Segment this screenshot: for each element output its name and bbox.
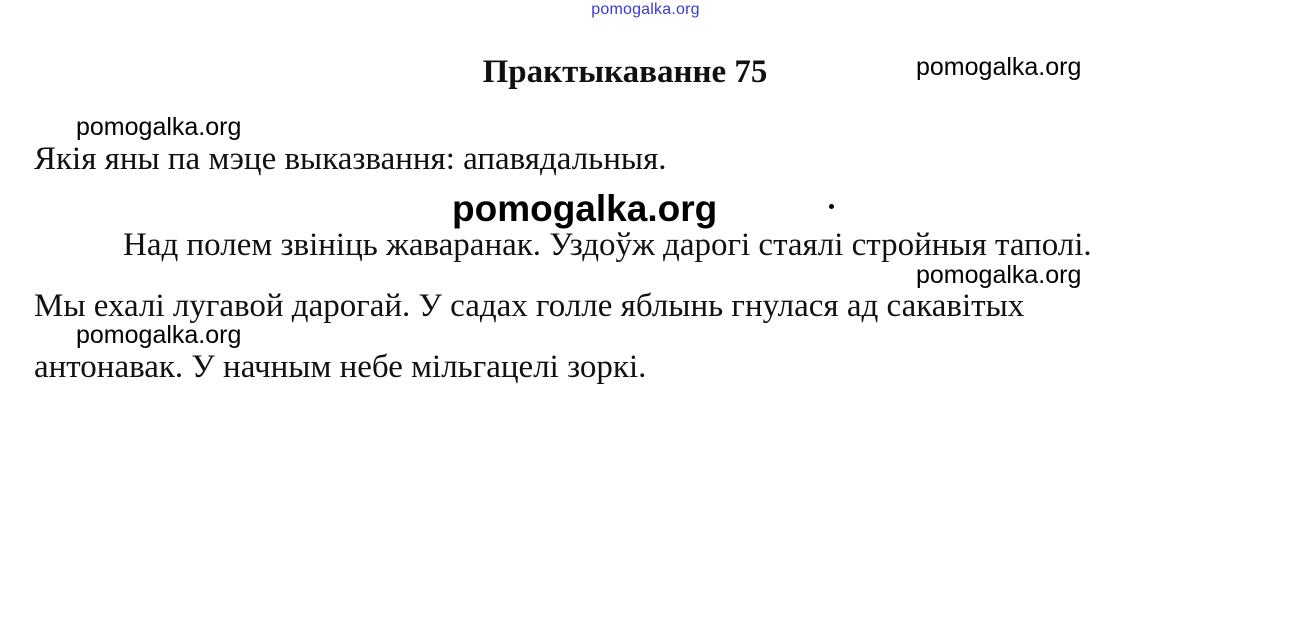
watermark-right-mid: pomogalka.org [916, 261, 1082, 289]
stray-dot [829, 204, 834, 209]
watermark-left-1: pomogalka.org [76, 113, 242, 141]
paragraph-line-1: Над полем звініць жаваранак. Уздоўж дарогі стаялі стройныя таполі. [123, 227, 1092, 263]
page-title: Практыкаванне 75 [482, 54, 768, 90]
watermark-left-2: pomogalka.org [76, 321, 242, 349]
paragraph-line-3: антонавак. У начным небе мільгацелі зоркі. [34, 349, 647, 385]
paragraph-line-2: Мы ехалі лугавой дарогай. У садах голле яблынь гнулася ад сакавітых [34, 288, 1025, 324]
watermark-center: pomogalka.org [452, 188, 718, 229]
question-line: Якія яны па мэце выказвання: апавядальныя. [34, 141, 667, 177]
top-watermark: pomogalka.org [591, 1, 700, 18]
watermark-title-right: pomogalka.org [916, 53, 1082, 81]
